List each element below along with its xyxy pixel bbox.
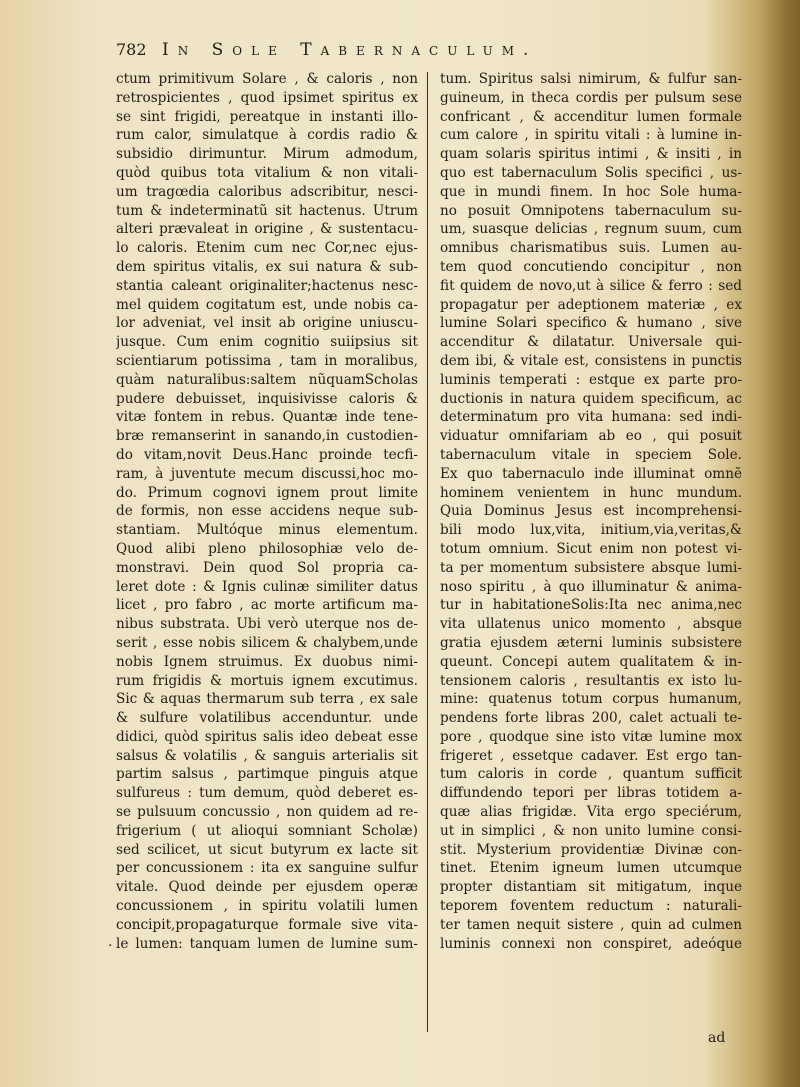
text-line: totum omnium. Sicut enim non potest vi- (440, 540, 742, 557)
margin-mark: . (108, 934, 113, 950)
text-line: propter distantiam sit mitigatum, inque (440, 879, 742, 896)
text-line: bræ remanserint in sanando,in custodien- (116, 428, 418, 445)
text-line: fit quidem de novo,ut à silice & ferro : sed (440, 277, 742, 294)
text-line: stit. Mysterium providentiæ Divinæ con- (440, 841, 742, 858)
text-line: retrospicientes , quod ipsimet spiritus ex (116, 89, 418, 106)
text-line: que in mundi finem. In hoc Sole huma- (440, 183, 742, 200)
right-text-column (440, 70, 742, 953)
text-line: accenditur & dilatatur. Universale qui- (440, 334, 742, 351)
text-line: alteri prævaleat in origine , & sustentacu- (116, 221, 418, 238)
text-line: ut in simplici , & non unito lumine consi- (440, 822, 742, 839)
text-line: tum caloris in corde , quantum sufficit (440, 766, 742, 783)
text-line: quam solaris spiritus intimi , & insiti , in (440, 146, 742, 163)
text-line: tum. Spiritus salsi nimirum, & fulfur san- (440, 71, 742, 87)
text-line: gratia ejusdem æterni luminis subsistere (440, 634, 742, 651)
text-line: sulfureus : tum demum, quòd deberet es- (116, 785, 418, 802)
text-line: do. Primum cognovi ignem prout limite (116, 484, 418, 501)
text-line: pudere debuisset, inquisivisse caloris & (116, 390, 418, 407)
text-line: se sint frigidi, pereatque in instanti illo- (116, 108, 418, 125)
text-line: subsidio dirimuntur. Mirum admodum, (116, 146, 418, 163)
text-line: le lumen: tanquam lumen de lumine sum- (116, 935, 418, 952)
text-line: no posuit Omnipotens tabernaculum su- (440, 202, 742, 219)
text-line: salsus & volatilis , & sanguis arterialis sit (116, 747, 418, 764)
text-line: & sulfure volatilibus accenduntur. unde (116, 710, 418, 727)
text-line: luminis temperati : estque ex parte pro- (440, 371, 742, 388)
page-number: 782 (116, 40, 147, 59)
text-line: cum calore , in spiritu vitali : à lumine in- (440, 127, 742, 144)
text-line: frigerium ( ut alioqui somniant Scholæ) (116, 822, 418, 839)
text-line: tur in habitationeSolis:Ita nec anima,nec (440, 597, 742, 614)
text-line: omnibus charismatibus suis. Lumen au- (440, 240, 742, 257)
text-line: vita ullatenus unico momento , absque (440, 616, 742, 633)
text-line: guineum, in theca cordis per pulsum sese (440, 89, 742, 106)
text-line: teporem foventem reductum : naturali- (440, 898, 742, 915)
text-line: stantiam. Multóque minus elementum. (116, 522, 418, 539)
text-line: pore , quodque sine isto vitæ lumine mox (440, 728, 742, 745)
text-line: vitæ fontem in rebus. Quantæ inde tene- (116, 409, 418, 426)
text-line: vitale. Quod deinde per ejusdem operæ (116, 879, 418, 896)
text-line: Quia Dominus Jesus est incomprehensi- (440, 503, 742, 520)
text-line: quo est tabernaculum Solis specifici , us- (440, 164, 742, 181)
text-line: Ex quo tabernaculo inde illuminat omnẽ (440, 465, 742, 482)
text-line: licet , pro fabro , ac morte artificum ma- (116, 597, 418, 614)
text-line: frigeret , essetque cadaver. Est ergo tan- (440, 747, 742, 764)
text-line: concipit,propagaturque formale sive vita- (116, 916, 418, 933)
text-line: propagatur per adeptionem materiæ , ex (440, 296, 742, 313)
text-line: viduatur omnifariam ab eo , qui posuit (440, 428, 742, 445)
text-line: dem ibi, & vitale est, consistens in punctis (440, 352, 742, 369)
text-line: dem spiritus vitalis, ex sui natura & sub- (116, 258, 418, 275)
text-line: confricant , & accenditur lumen formale (440, 108, 742, 125)
text-line: scientiarum potissima , tam in moralibus, (116, 352, 418, 369)
text-line: queunt. Concepi autem qualitatem & in- (440, 653, 742, 670)
text-line: de formis, non esse accidens neque sub- (116, 503, 418, 520)
text-line: nobis Ignem struimus. Ex duobus nimi- (116, 653, 418, 670)
text-line: um tragœdia caloribus adscribitur, nesci- (116, 183, 418, 200)
text-line: quæ alias frigidæ. Vita ergo speciérum, (440, 804, 742, 821)
text-line: se pulsuum concussio , non quidem ad re- (116, 804, 418, 821)
text-line: rum calor, simulatque à cordis radio & (116, 127, 418, 144)
text-line: concussionem , in spiritu volatili lumen (116, 898, 418, 915)
text-line: serit , esse nobis silicem & chalybem,unde (116, 634, 418, 651)
text-line: mine: quatenus totum corpus humanum, (440, 691, 742, 708)
text-line: sed scilicet, ut sicut butyrum ex lacte sit (116, 841, 418, 858)
text-line: ram, à juventute mecum discussi,hoc mo- (116, 465, 418, 482)
text-line: ter tamen nequit sistere , quin ad culmen (440, 916, 742, 933)
text-line: leret dote : & Ignis culinæ similiter datus (116, 578, 418, 595)
running-title: In Sole Tabernaculum. (162, 40, 538, 60)
text-line: tensionem caloris , resultantis ex isto lu- (440, 672, 742, 689)
text-line: mel quidem cogitatum est, unde nobis ca- (116, 296, 418, 313)
text-line: tum & indeterminatũ sit hactenus. Utrum (116, 202, 418, 219)
text-line: quòd quibus tota vitalium & non vitali- (116, 164, 418, 181)
text-line: Quod alibi pleno philosophiæ velo de- (116, 540, 418, 557)
text-line: do vitam,novit Deus.Hanc proinde tecfi- (116, 446, 418, 463)
text-line: nibus substrata. Ubi verò uterque nos de- (116, 616, 418, 633)
text-line: tinet. Etenim igneum lumen utcumque (440, 860, 742, 877)
text-line: jusque. Cum enim cognitio suiipsius sit (116, 334, 418, 351)
text-line: rum frigidis & mortuis ignem excutimus. (116, 672, 418, 689)
text-line: hominem venientem in hunc mundum. (440, 484, 742, 501)
page-header (116, 40, 756, 68)
text-line: stantia caleant originaliter;hactenus nesc- (116, 277, 418, 294)
text-line: ctum primitivum Solare , & caloris , non (116, 71, 418, 87)
text-line: tem quod concutiendo concipitur , non (440, 258, 742, 275)
text-line: noso spiritu , à quo illuminatur & anima- (440, 578, 742, 595)
column-divider (427, 72, 428, 1032)
text-line: per concussionem : ita ex sanguine sulfur (116, 860, 418, 877)
text-line: luminis connexi non conspiret, adeóque (440, 935, 742, 952)
text-line: lo caloris. Etenim cum nec Cor,nec ejus- (116, 240, 418, 257)
text-line: partim salsus , partimque pinguis atque (116, 766, 418, 783)
text-line: ta per momentum subsistere absque lumi- (440, 559, 742, 576)
text-line: monstravi. Dein quod Sol propria ca- (116, 559, 418, 576)
text-line: quàm naturalibus:saltem nũquamScholas (116, 371, 418, 388)
text-line: diffundendo tepori per libras totidem a- (440, 785, 742, 802)
text-line: Sic & aquas thermarum sub terra , ex sale (116, 691, 418, 708)
text-line: pendens forte libras 200, calet actuali te- (440, 710, 742, 727)
text-line: determinatum pro vita humana: sed indi- (440, 409, 742, 426)
text-line: um, suasque delicias , regnum suum, cum (440, 221, 742, 238)
left-text-column (116, 70, 418, 953)
text-line: lumine Solari specifico & humano , sive (440, 315, 742, 332)
page-edge-shadow (760, 0, 800, 1087)
text-line: ductionis in natura quidem specificum, ac (440, 390, 742, 407)
text-line: didici, quòd spiritus salis ideo debeat esse (116, 728, 418, 745)
text-line: lor adveniat, vel insit ab origine uniuscu- (116, 315, 418, 332)
catchword: ad (708, 1030, 726, 1046)
text-line: tabernaculum vitale in speciem Sole. (440, 446, 742, 463)
text-line: bili modo lux,vita, initium,via,veritas,& (440, 522, 742, 539)
